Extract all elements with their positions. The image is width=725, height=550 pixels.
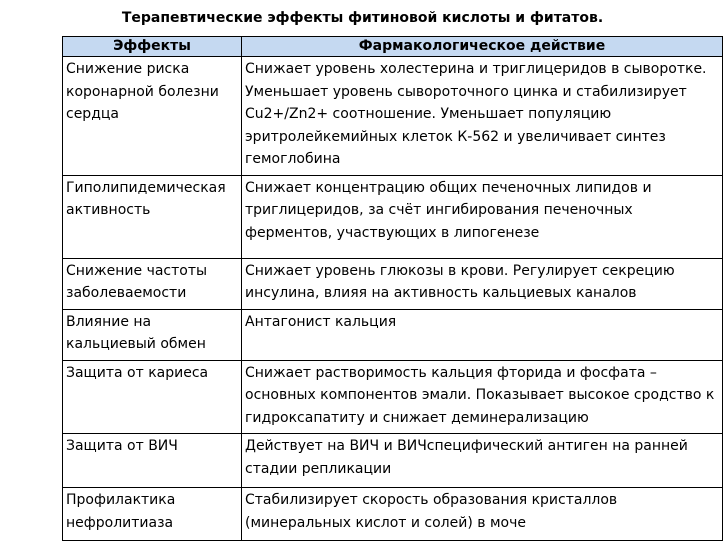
header-effects: Эффекты: [63, 37, 242, 57]
effect-cell: Защита от кариеса: [63, 360, 242, 434]
table-row: [63, 360, 723, 434]
table-header-row: [63, 37, 723, 57]
action-cell: Антагонист кальция: [242, 309, 723, 360]
effect-cell: Защита от ВИЧ: [63, 434, 242, 488]
effect-cell: Снижение частоты заболеваемости: [63, 258, 242, 309]
action-cell: Снижает уровень глюкозы в крови. Регулирует секрецию инсулина, влияя на активность кальциевых каналов: [242, 258, 723, 309]
table-row: [63, 488, 723, 541]
table-row: [63, 57, 723, 176]
effect-cell: Профилактика нефролитиаза: [63, 488, 242, 541]
header-pharmacological-action: Фармакологическое действие: [242, 37, 723, 57]
effect-cell: Снижение риска коронарной болезни сердца: [63, 57, 242, 176]
action-cell: Стабилизирует скорость образования кристаллов (минеральных кислот и солей) в моче: [242, 488, 723, 541]
action-cell: Снижает уровень холестерина и триглицеридов в сыворотке. Уменьшает уровень сывороточного цинка и стабилизирует Cu2+/Zn2+ соотношение. Уменьшает популяцию эритролейкемийных клеток К-562 и увеличивает синтез гемоглобина: [242, 57, 723, 176]
document-title: Терапевтические эффекты фитиновой кислоты и фитатов.: [121, 10, 604, 26]
action-cell: Снижает растворимость кальция фторида и фосфата – основных компонентов эмали. Показывает высокое сродство к гидроксапатиту и снижает деминерализацию: [242, 360, 723, 434]
table-row: [63, 175, 723, 258]
effects-table: [62, 36, 723, 541]
effect-cell: Гиполипидемическая активность: [63, 175, 242, 258]
effect-cell: Влияние на кальциевый обмен: [63, 309, 242, 360]
table-row: [63, 309, 723, 360]
table-row: [63, 434, 723, 488]
action-cell: Действует на ВИЧ и ВИЧспецифический антиген на ранней стадии репликации: [242, 434, 723, 488]
table-row: [63, 258, 723, 309]
action-cell: Снижает концентрацию общих печеночных липидов и триглицеридов, за счёт ингибирования печеночных ферментов, участвующих в липогенезе: [242, 175, 723, 258]
